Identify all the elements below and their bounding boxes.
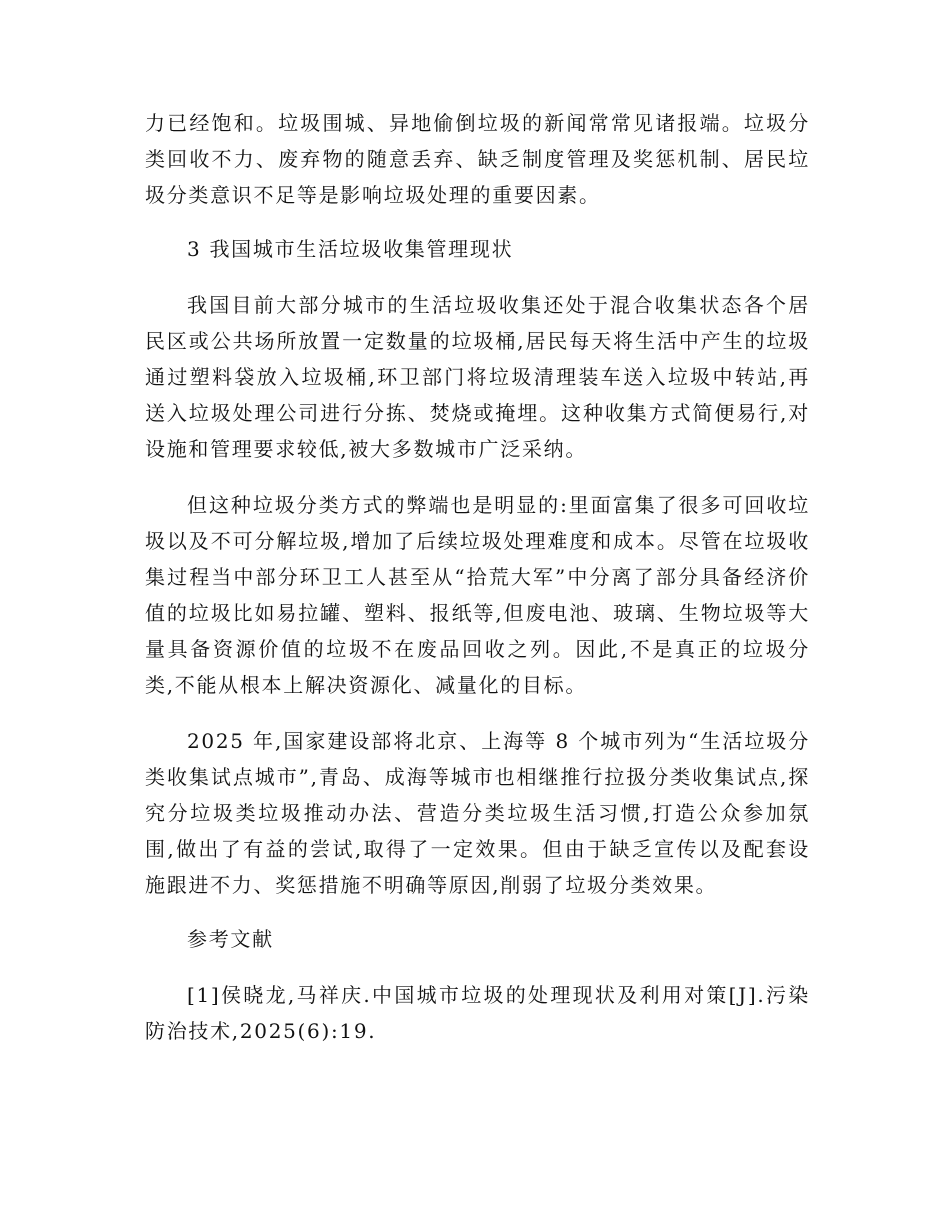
paragraph-collection-status: 我国目前大部分城市的生活垃圾收集还处于混合收集状态各个居民区或公共场所放置一定数量的垃圾桶,居民每天将生活中产生的垃圾通过塑料袋放入垃圾桶,环卫部门将垃圾清理装车送入垃圾中转站,再送入垃圾处理公司进行分拣、焚烧或掩埋。这种收集方式简便易行,对设施和管理要求较低,被大多数城市广泛采纳。 — [145, 293, 810, 461]
section-heading: 3 我国城市生活垃圾收集管理现状 — [187, 237, 514, 261]
paragraph-continuation: 力已经饱和。垃圾围城、异地偷倒垃圾的新闻常常见诸报端。垃圾分类回收不力、废弃物的随意丢弃、缺乏制度管理及奖惩机制、居民垃圾分类意识不足等是影响垃圾处理的重要因素。 — [145, 111, 810, 207]
references-heading: 参考文献 — [187, 927, 274, 951]
document-page — [145, 105, 810, 1049]
reference-item: [1]侯晓龙,马祥庆.中国城市垃圾的处理现状及利用对策[J].污染防治技术,2025(6):19. — [145, 983, 810, 1043]
paragraph-pilot-cities: 2025 年,国家建设部将北京、上海等 8 个城市列为“生活垃圾分类收集试点城市”,青岛、成海等城市也相继推行拉扱分类收集试点,探究分垃圾类垃圾推动办法、营造分类垃圾生活习惯,打造公众参加氛围,做出了有益的尝试,取得了一定效果。但由于缺乏宣传以及配套设施跟进不力、奖惩措施不明确等原因,削弱了垃圾分类效果。 — [145, 729, 810, 897]
paragraph-drawbacks: 但这种垃圾分类方式的弊端也是明显的:里面富集了很多可回收垃圾以及不可分解垃圾,增加了后续垃圾处理难度和成本。尽管在垃圾收集过程当中部分环卫工人甚至从“拾荒大军”中分离了部分具备经济价值的垃圾比如易拉罐、塑料、报纸等,但废电池、玻璃、生物垃圾等大量具备资源价值的垃圾不在废品回收之列。因此,不是真正的垃圾分类,不能从根本上解决资源化、减量化的目标。 — [145, 493, 810, 697]
